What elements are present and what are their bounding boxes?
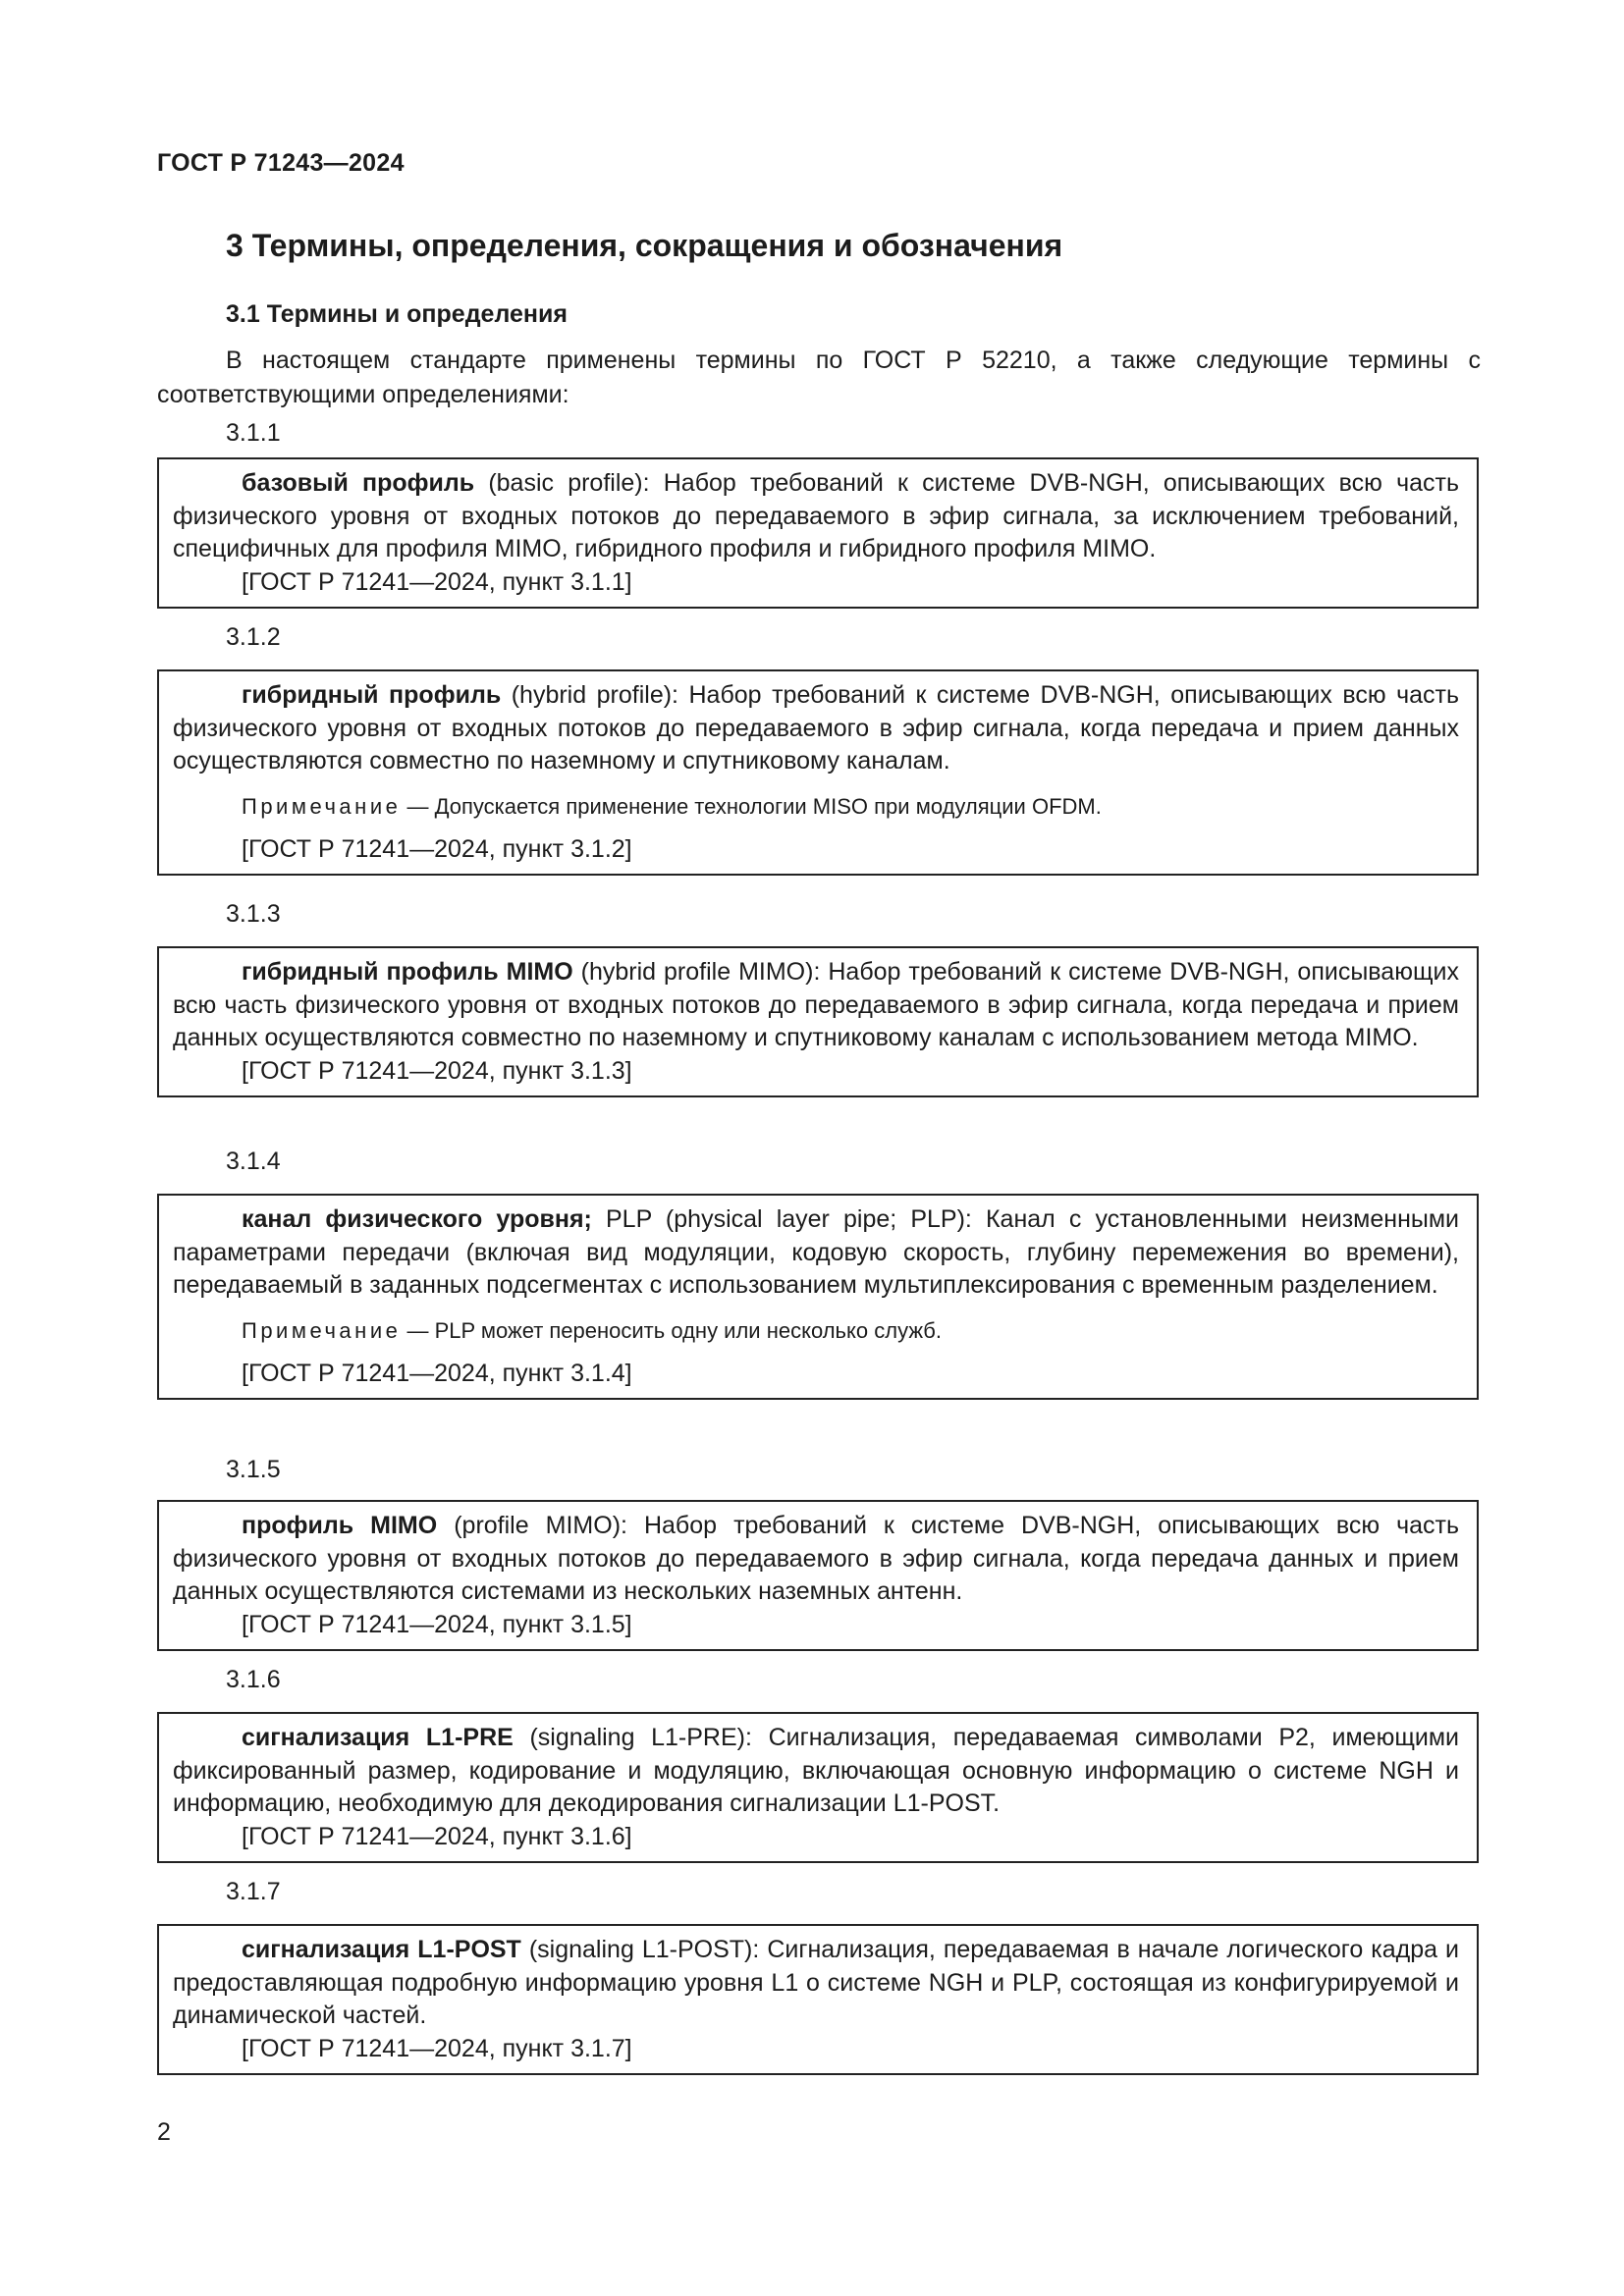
term-number: 3.1.6 bbox=[226, 1666, 281, 1693]
term-number: 3.1.1 bbox=[226, 419, 281, 447]
term-name: канал физического уровня; bbox=[242, 1205, 592, 1233]
term-definition bbox=[173, 1934, 1459, 2033]
term-source: [ГОСТ Р 71241—2024, пункт 3.1.2] bbox=[242, 834, 632, 863]
document-header: ГОСТ Р 71243—2024 bbox=[157, 149, 405, 177]
term-number: 3.1.4 bbox=[226, 1148, 281, 1175]
term-entry bbox=[157, 669, 1479, 876]
term-entry bbox=[157, 1194, 1479, 1400]
term-name: профиль MIMO bbox=[242, 1512, 438, 1539]
term-source: [ГОСТ Р 71241—2024, пункт 3.1.6] bbox=[242, 1822, 632, 1850]
term-note bbox=[173, 1316, 1459, 1346]
term-name: базовый профиль bbox=[242, 469, 475, 497]
page-number: 2 bbox=[157, 2118, 171, 2146]
term-number: 3.1.2 bbox=[226, 623, 281, 651]
intro-paragraph: В настоящем стандарте применены термины по ГОСТ Р 52210, а также следующие термины с соответствующими определениями: bbox=[157, 347, 1481, 408]
term-name: гибридный профиль MIMO bbox=[242, 958, 573, 986]
term-number: 3.1.3 bbox=[226, 900, 281, 928]
section-title: 3 Термины, определения, сокращения и обозначения bbox=[226, 228, 1063, 263]
term-definition bbox=[173, 679, 1459, 778]
definition-text: (profile MIMO): Набор требований к системе DVB-NGH, описывающих всю часть физического уровня от входных потоков до передаваемого в эфир сигнала, когда передача данных и прием данных осуществляются системами из нескольких наземных антенн. bbox=[173, 1512, 1460, 1605]
term-name: сигнализация L1-POST bbox=[242, 1936, 521, 1963]
term-definition bbox=[173, 956, 1459, 1055]
term-entry bbox=[157, 1924, 1479, 2075]
definition-text: (signaling L1-PRE): Сигнализация, передаваемая символами P2, имеющими фиксированный размер, кодирование и модуляцию, включающая основную информацию о системе NGH и информацию, необходимую для декодирования сигнализации L1-POST. bbox=[173, 1724, 1459, 1817]
term-entry bbox=[157, 1712, 1479, 1863]
subsection-title: 3.1 Термины и определения bbox=[226, 300, 568, 328]
term-definition bbox=[173, 1203, 1459, 1303]
term-note bbox=[173, 792, 1459, 822]
term-name: гибридный профиль bbox=[242, 681, 502, 709]
definition-text: PLP (physical layer pipe; PLP): Канал с установленными неизменными параметрами передачи (включая вид модуляции, кодовую скорость, глубину перемежения во времени), передаваемый в заданных подсегментах с использованием мультиплексирования с временным разделением. bbox=[173, 1205, 1460, 1299]
definition-text: (basic profile): Набор требований к системе DVB-NGH, описывающих всю часть физического уровня от входных потоков до передаваемого в эфир сигнала, за исключением требований, специфичных для профиля MIMO, гибридного профиля и гибридного профиля MIMO. bbox=[173, 469, 1459, 562]
definition-text: (hybrid profile MIMO): Набор требований к системе DVB-NGH, описывающих всю часть физического уровня от входных потоков до передаваемого в эфир сигнала, когда передача и прием данных осуществляются совместно по наземному и спутниковому каналам с использованием метода MIMO. bbox=[173, 958, 1459, 1051]
term-number: 3.1.7 bbox=[226, 1878, 281, 1905]
note-text: — PLP может переносить одну или несколько служб. bbox=[401, 1317, 942, 1343]
term-entry bbox=[157, 1500, 1479, 1651]
definition-text: (hybrid profile): Набор требований к системе DVB-NGH, описывающих всю часть физического уровня от входных потоков до передаваемого в эфир сигнала, когда передача и прием данных осуществляются совместно по наземному и спутниковому каналам. bbox=[173, 681, 1459, 774]
definition-text: (signaling L1-POST): Сигнализация, передаваемая в начале логического кадра и предоставляющая подробную информацию уровня L1 о системе NGH и PLP, состоящая из конфигурируемой и динамической частей. bbox=[173, 1936, 1459, 2029]
term-entry bbox=[157, 457, 1479, 609]
term-name: сигнализация L1-PRE bbox=[242, 1724, 514, 1751]
term-source: [ГОСТ Р 71241—2024, пункт 3.1.4] bbox=[242, 1359, 632, 1387]
term-definition bbox=[173, 467, 1459, 566]
note-label: Примечание bbox=[242, 793, 402, 819]
note-label: Примечание bbox=[242, 1317, 402, 1343]
term-source: [ГОСТ Р 71241—2024, пункт 3.1.1] bbox=[242, 567, 632, 596]
term-number: 3.1.5 bbox=[226, 1456, 281, 1483]
term-definition bbox=[173, 1722, 1459, 1821]
term-source: [ГОСТ Р 71241—2024, пункт 3.1.5] bbox=[242, 1610, 632, 1638]
note-text: — Допускается применение технологии MISO при модуляции OFDM. bbox=[401, 793, 1102, 819]
term-definition bbox=[173, 1510, 1459, 1609]
term-source: [ГОСТ Р 71241—2024, пункт 3.1.7] bbox=[242, 2034, 632, 2062]
term-entry bbox=[157, 946, 1479, 1097]
term-source: [ГОСТ Р 71241—2024, пункт 3.1.3] bbox=[242, 1056, 632, 1085]
